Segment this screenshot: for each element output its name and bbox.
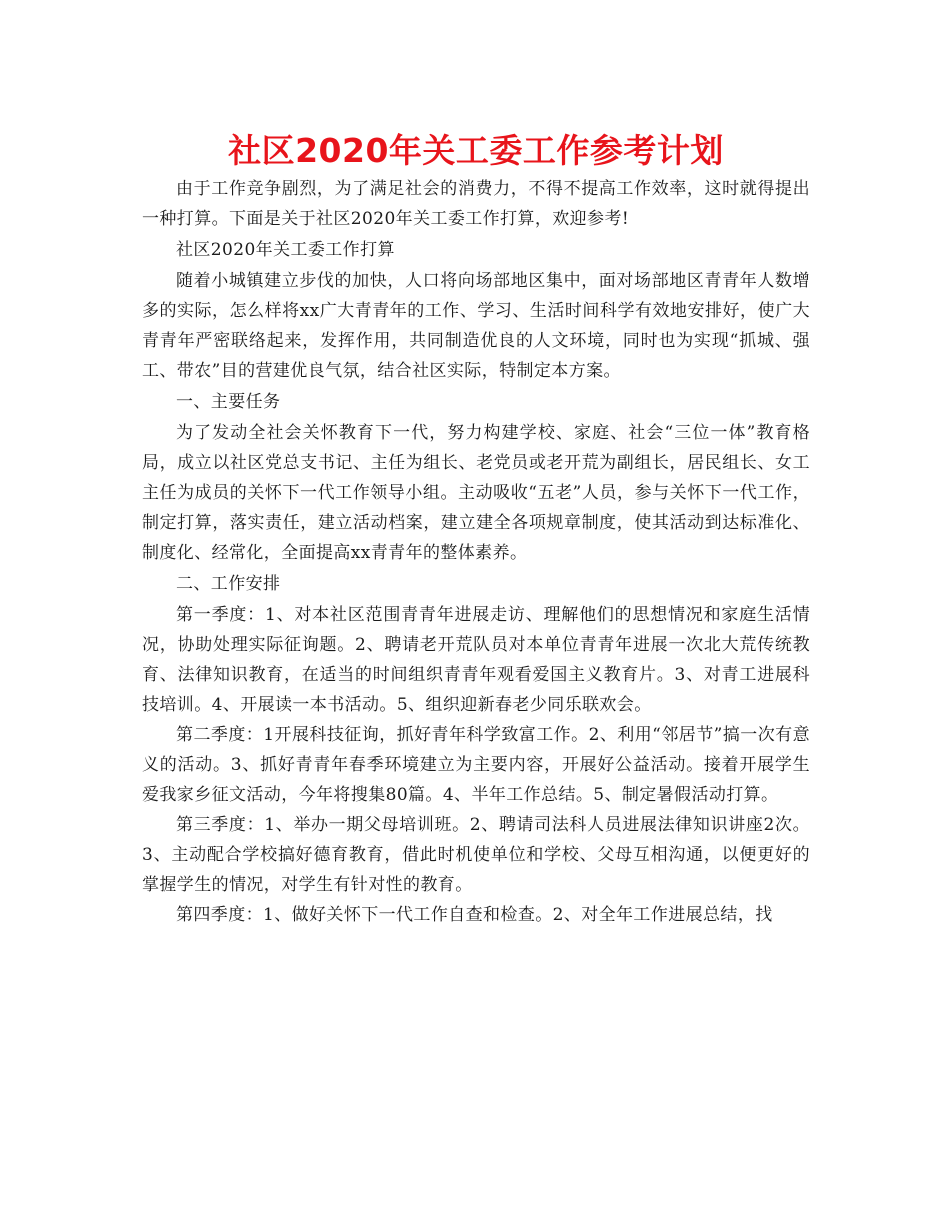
document-title: 社区2020年关工委工作参考计划: [228, 131, 724, 170]
main-tasks-paragraph: 为了发动全社会关怀教育下一代，努力构建学校、家庭、社会“三位一体”教育格局，成立以社区党总支书记、主任为组长、老党员或老开荒为副组长，居民组长、女工主任为成员的关怀下一代工作领导小组。主动吸收“五老”人员，参与关怀下一代工作，制定打算，落实责任，建立活动档案，建立建全各项规章制度，使其活动到达标准化、制度化、经常化，全面提高xx青青年的整体素养。: [142, 423, 810, 563]
intro-paragraph: 由于工作竞争剧烈，为了满足社会的消费力，不得不提高工作效率，这时就得提出一种打算。下面是关于社区2020年关工委工作打算，欢迎参考!: [142, 179, 810, 229]
background-paragraph: 随着小城镇建立步伐的加快，人口将向场部地区集中，面对场部地区青青年人数增多的实际，怎么样将xx广大青青年的工作、学习、生活时间科学有效地安排好，使广大青青年严密联络起来，发挥作用，共同制造优良的人文环境，同时也为实现“抓城、强工、带农”目的营建优良气氛，结合社区实际，特制定本方案。: [142, 271, 810, 381]
quarter-2-paragraph: 第二季度：1开展科技征询，抓好青年科学致富工作。2、利用“邻居节”搞一次有意义的活动。3、抓好青青年春季环境建立为主要内容，开展好公益活动。接着开展学生爱我家乡征文活动，今年将搜集80篇。4、半年工作总结。5、制定暑假活动打算。: [142, 725, 810, 805]
document-page: [142, 128, 810, 930]
quarter-3-paragraph: 第三季度：1、举办一期父母培训班。2、聘请司法科人员进展法律知识讲座2次。3、主动配合学校搞好德育教育，借此时机使单位和学校、父母互相沟通，以便更好的掌握学生的情况，对学生有针对性的教育。: [142, 815, 810, 895]
plan-subtitle: 社区2020年关工委工作打算: [176, 240, 395, 260]
section-heading-work-arrangement: 二、工作安排: [176, 574, 281, 594]
quarter-4-paragraph: 第四季度：1、做好关怀下一代工作自查和检查。2、对全年工作进展总结，找: [176, 905, 773, 925]
quarter-1-paragraph: 第一季度：1、对本社区范围青青年进展走访、理解他们的思想情况和家庭生活情况，协助处理实际征询题。2、聘请老开荒队员对本单位青青年进展一次北大荒传统教育、法律知识教育，在适当的时间组织青青年观看爱国主义教育片。3、对青工进展科技培训。4、开展读一本书活动。5、组织迎新春老少同乐联欢会。: [142, 605, 810, 715]
section-heading-main-tasks: 一、主要任务: [176, 392, 281, 412]
